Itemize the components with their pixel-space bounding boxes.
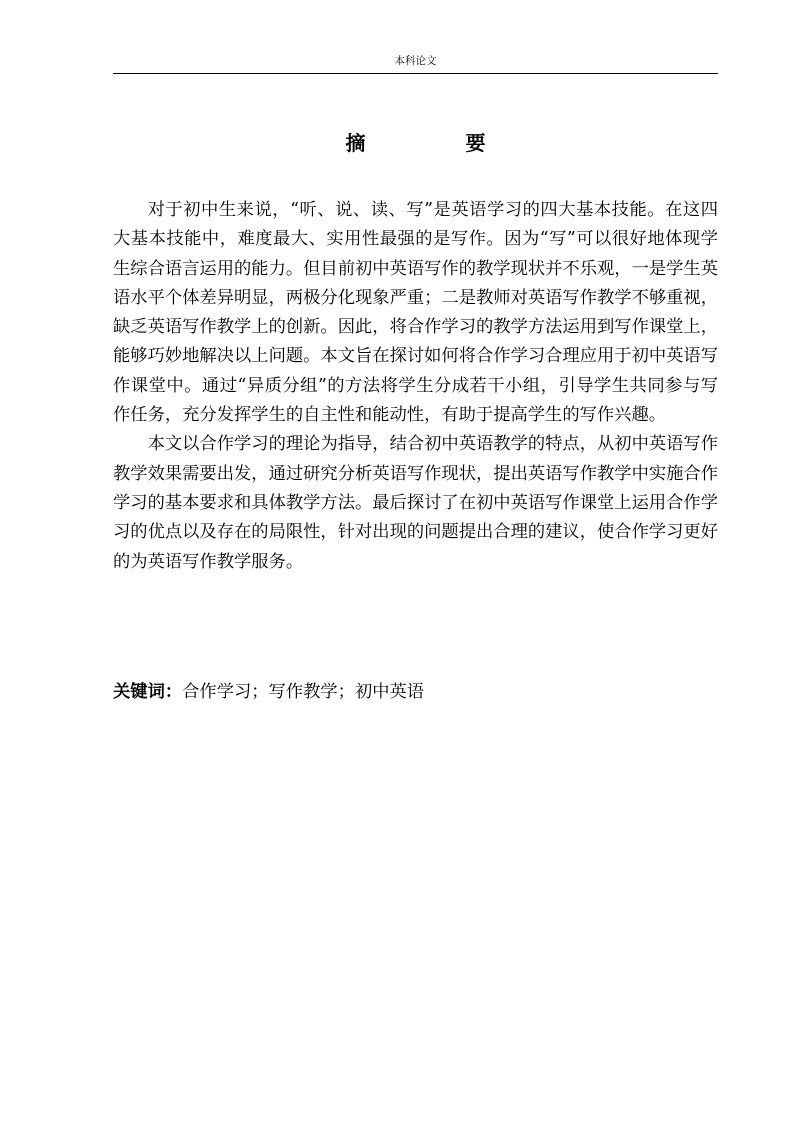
running-header: 本科论文 [394, 55, 437, 67]
keywords-value: 合作学习；写作教学；初中英语 [182, 682, 425, 702]
keywords-line [113, 678, 718, 707]
abstract-paragraph-2: 本文以合作学习的理论为指导，结合初中英语教学的特点，从初中英语写作教学效果需要出发，通过研究分析英语写作现状，提出英语写作教学中实施合作学习的基本要求和具体教学方法。最后探讨了在初中英语写作课堂上运用合作学习的优点以及存在的局限性，针对出现的问题提出合理的建议，使合作学习更好的为英语写作教学服务。 [113, 434, 718, 572]
abstract-body [113, 196, 718, 577]
abstract-paragraph-1: 对于初中生来说，“听、说、读、写”是英语学习的四大基本技能。在这四大基本技能中，难度最大、实用性最强的是写作。因为“写”可以很好地体现学生综合语言运用的能力。但目前初中英语写作的教学现状并不乐观，一是学生英语水平个体差异明显，两极分化现象严重；二是教师对英语写作教学不够重视，缺乏英语写作教学上的创新。因此，将合作学习的教学方法运用到写作课堂上，能够巧妙地解决以上问题。本文旨在探讨如何将合作学习合理应用于初中英语写作课堂中。通过“异质分组”的方法将学生分成若干小组，引导学生共同参与写作任务，充分发挥学生的自主性和能动性，有助于提高学生的写作兴趣。 [113, 200, 718, 426]
header-rule [113, 73, 718, 74]
abstract-title: 摘 要 [345, 131, 526, 155]
keywords-label: 关键词： [113, 682, 183, 702]
